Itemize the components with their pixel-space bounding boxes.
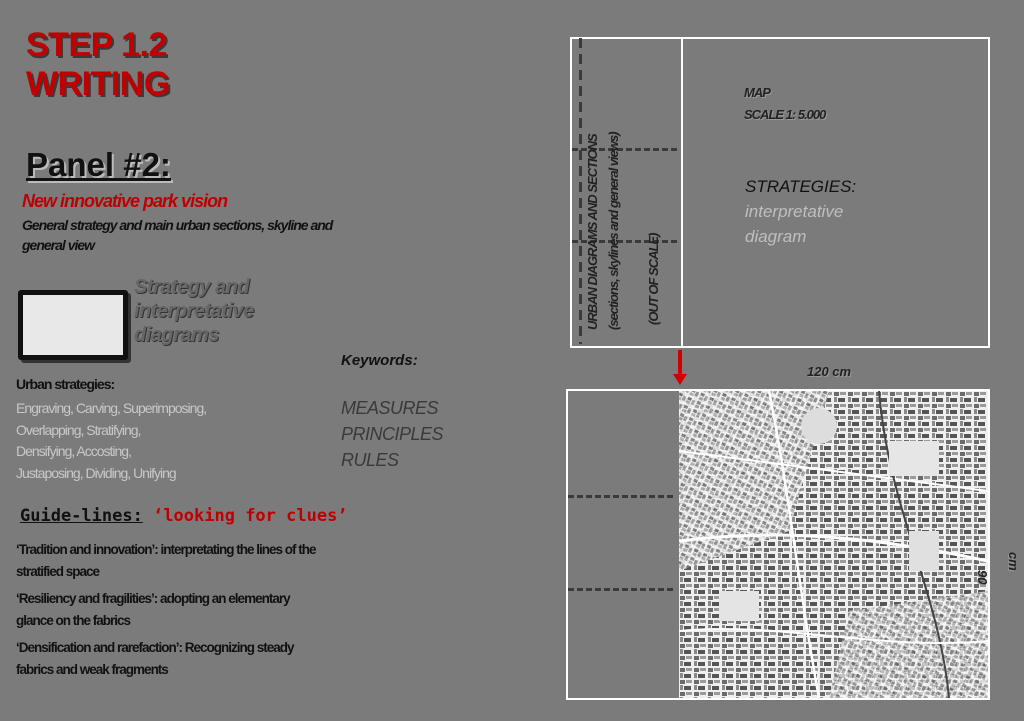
guidelines-heading bbox=[20, 506, 348, 526]
writing-title: WRITING bbox=[26, 65, 170, 103]
strategy-line-3: diagrams bbox=[134, 324, 219, 346]
strategy-line-1: Strategy and bbox=[134, 276, 250, 298]
keyword-item: MEASURES bbox=[341, 398, 439, 418]
strategies-line-1: interpretative bbox=[745, 202, 844, 221]
vertical-section-subtitle: (sections, skylines and general views) bbox=[606, 132, 621, 330]
map-label-title: MAP bbox=[744, 85, 770, 100]
vertical-section-title: URBAN DIAGRAMS AND SECTIONS bbox=[585, 134, 600, 330]
panel-description: General strategy and main urban sections, skyline and general view bbox=[22, 217, 333, 253]
urban-strategies-label: Urban strategies: bbox=[16, 376, 115, 392]
guidelines-label: Guide-lines: bbox=[20, 506, 143, 526]
section-strip-frame-bottom bbox=[566, 389, 681, 700]
guideline-item: ‘Tradition and innovation’: interpretating the lines of the stratified space bbox=[16, 542, 316, 579]
down-arrow-icon bbox=[673, 350, 687, 386]
panel-frame-icon bbox=[18, 290, 128, 360]
step-title: STEP 1.2 bbox=[26, 26, 167, 64]
urban-strategy-item: Overlapping, Stratifying, bbox=[16, 421, 141, 438]
city-map-image bbox=[679, 391, 988, 698]
strategy-diagrams-title bbox=[134, 275, 254, 347]
keyword-item: RULES bbox=[341, 450, 399, 470]
urban-strategy-item: Densifying, Accosting, bbox=[16, 443, 131, 459]
map-label bbox=[744, 82, 825, 126]
guideline-item: ‘Resiliency and fragilities’: adopting an elementary glance on the fabrics bbox=[16, 591, 290, 628]
dashed-divider bbox=[568, 495, 673, 498]
keywords-list bbox=[341, 395, 443, 473]
guidelines-list bbox=[16, 539, 316, 686]
city-map-texture bbox=[679, 391, 988, 698]
vertical-scale-note: (OUT OF SCALE) bbox=[646, 233, 661, 325]
map-scale-label: SCALE 1: 5.000 bbox=[744, 107, 826, 122]
width-dimension-label: 120 cm bbox=[807, 364, 852, 379]
guidelines-highlight: ‘looking for clues’ bbox=[153, 506, 348, 526]
panel-subtitle: New innovative park vision bbox=[22, 191, 228, 211]
urban-strategy-item: Engraving, Carving, Superimposing, bbox=[16, 400, 207, 416]
dashed-vertical bbox=[579, 38, 582, 344]
height-dimension-unit: cm bbox=[1006, 552, 1021, 571]
strategies-title: STRATEGIES: bbox=[745, 177, 857, 196]
strategies-label bbox=[745, 174, 856, 249]
strategy-line-2: interpretative bbox=[134, 300, 254, 322]
urban-strategies-list bbox=[16, 398, 206, 484]
strategies-line-2: diagram bbox=[745, 227, 807, 246]
panel-title: Panel #2: bbox=[26, 146, 171, 183]
keyword-item: PRINCIPLES bbox=[341, 424, 444, 444]
height-dimension-number: 90 bbox=[975, 570, 990, 585]
urban-strategy-item: Justaposing, Dividing, Unifying bbox=[16, 464, 176, 481]
guideline-item: ‘Densification and rarefaction’: Recognizing steady fabrics and weak fragments bbox=[16, 640, 294, 677]
keywords-label: Keywords: bbox=[341, 352, 418, 369]
dashed-divider bbox=[568, 588, 673, 591]
